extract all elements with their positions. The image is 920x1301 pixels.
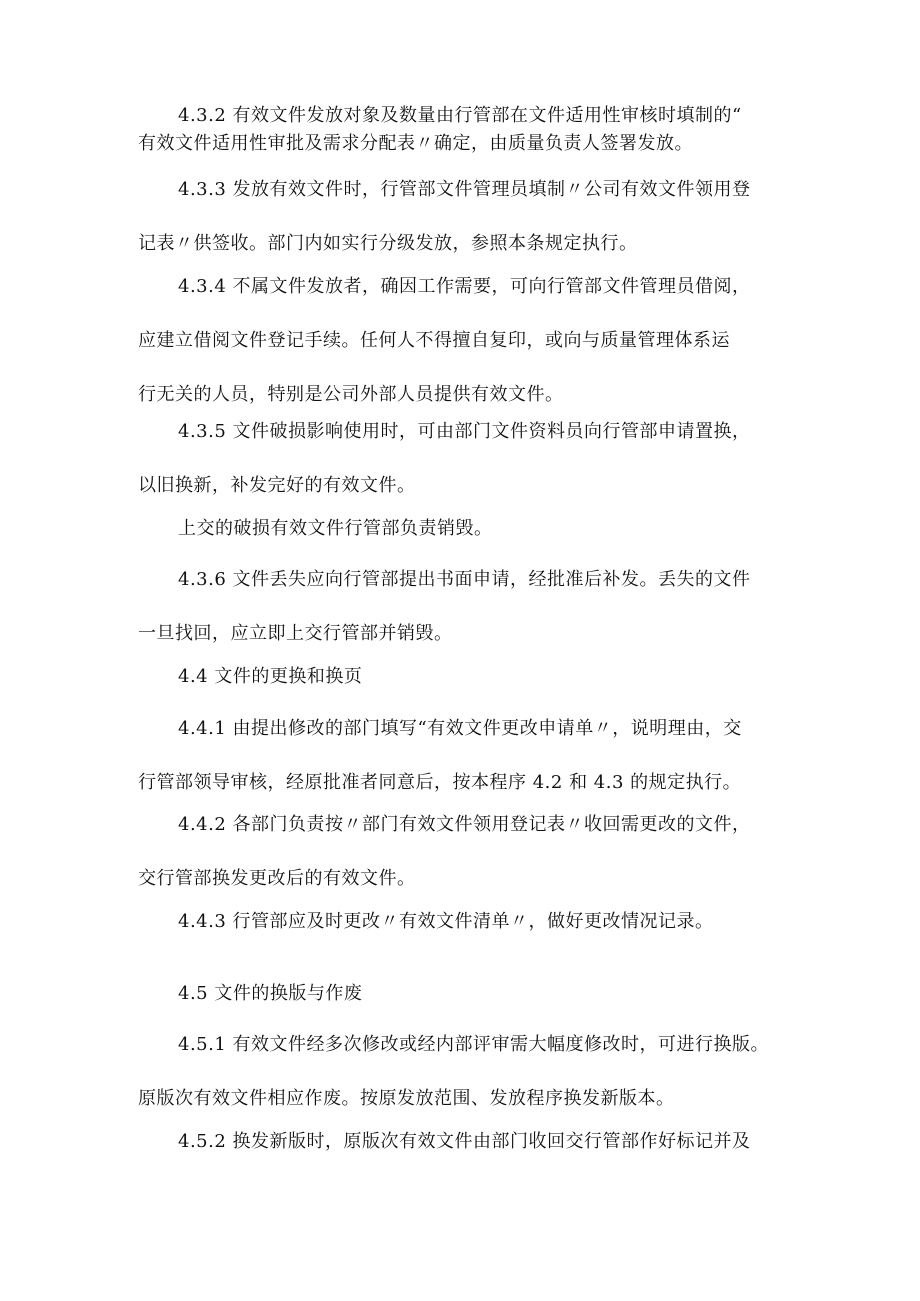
paragraph-line: 4.3.3 发放有效文件时，行管部文件管理员填制〃公司有效文件领用登 bbox=[178, 179, 751, 200]
paragraph-4-3-5 bbox=[138, 405, 788, 513]
paragraph-line: 以旧换新，补发完好的有效文件。 bbox=[138, 475, 416, 496]
paragraph-line: 4.3.5 文件破损影响使用时，可由部门文件资料员向行管部申请置换， bbox=[178, 421, 751, 442]
paragraph-line: 行无关的人员，特别是公司外部人员提供有效文件。 bbox=[138, 384, 564, 405]
paragraph-line: 4.4.1 由提出修改的部门填写“有效文件更改申请单〃，说明理由，交 bbox=[178, 718, 742, 739]
section-heading: 4.5 文件的换版与作废 bbox=[178, 983, 363, 1004]
paragraph-4-4-2 bbox=[138, 798, 788, 906]
paragraph-line: 一旦找回，应立即上交行管部并销毁。 bbox=[138, 623, 453, 644]
paragraph-4-3-4 bbox=[138, 260, 788, 422]
paragraph-line: 上交的破损有效文件行管部负责销毁。 bbox=[178, 518, 493, 539]
paragraph-line: 行管部领导审核，经原批准者同意后，按本程序 4.2 和 4.3 的规定执行。 bbox=[138, 772, 742, 793]
paragraph-line: 4.5.1 有效文件经多次修改或经内部评审需大幅度修改时，可进行换版。 bbox=[178, 1034, 770, 1055]
paragraph-line: 4.5.2 换发新版时，原版次有效文件由部门收回交行管部作好标记并及 bbox=[178, 1131, 751, 1152]
paragraph-line: 4.3.6 文件丢失应向行管部提出书面申请，经批准后补发。丢失的文件 bbox=[178, 569, 751, 590]
section-heading-4-4 bbox=[138, 650, 788, 704]
paragraph-line: 4.3.2 有效文件发放对象及数量由行管部在文件适用性审核时填制的“ bbox=[178, 105, 742, 126]
paragraph-line: 4.4.2 各部门负责按〃部门有效文件领用登记表〃收回需更改的文件， bbox=[178, 814, 751, 835]
paragraph-line: 交行管部换发更改后的有效文件。 bbox=[138, 868, 416, 889]
paragraph-4-5-2 bbox=[138, 1115, 788, 1169]
section-heading: 4.4 文件的更换和换页 bbox=[178, 666, 363, 687]
paragraph-4-4-3 bbox=[138, 895, 788, 949]
paragraph-line: 有效文件适用性审批及需求分配表〃确定，由质量负责人签署发放。 bbox=[138, 133, 693, 154]
paragraph-4-3-6 bbox=[138, 553, 788, 661]
paragraph-line: 4.3.4 不属文件发放者，确因工作需要，可向行管部文件管理员借阅， bbox=[178, 276, 751, 297]
paragraph-4-3-2 bbox=[138, 102, 788, 158]
paragraph-line: 应建立借阅文件登记手续。任何人不得擅自复印，或向与质量管理体系运 bbox=[138, 330, 730, 351]
paragraph-line: 4.4.3 行管部应及时更改〃有效文件清单〃，做好更改情况记录。 bbox=[178, 911, 714, 932]
paragraph-line: 原版次有效文件相应作废。按原发放范围、发放程序换发新版本。 bbox=[138, 1088, 675, 1109]
section-heading-4-5 bbox=[138, 967, 788, 1021]
paragraph-4-5-1 bbox=[138, 1018, 788, 1126]
paragraph-disposal bbox=[138, 502, 788, 556]
paragraph-line: 记表〃供签收。部门内如实行分级发放，参照本条规定执行。 bbox=[138, 233, 638, 254]
paragraph-4-4-1 bbox=[138, 702, 788, 810]
paragraph-4-3-3 bbox=[138, 163, 788, 271]
